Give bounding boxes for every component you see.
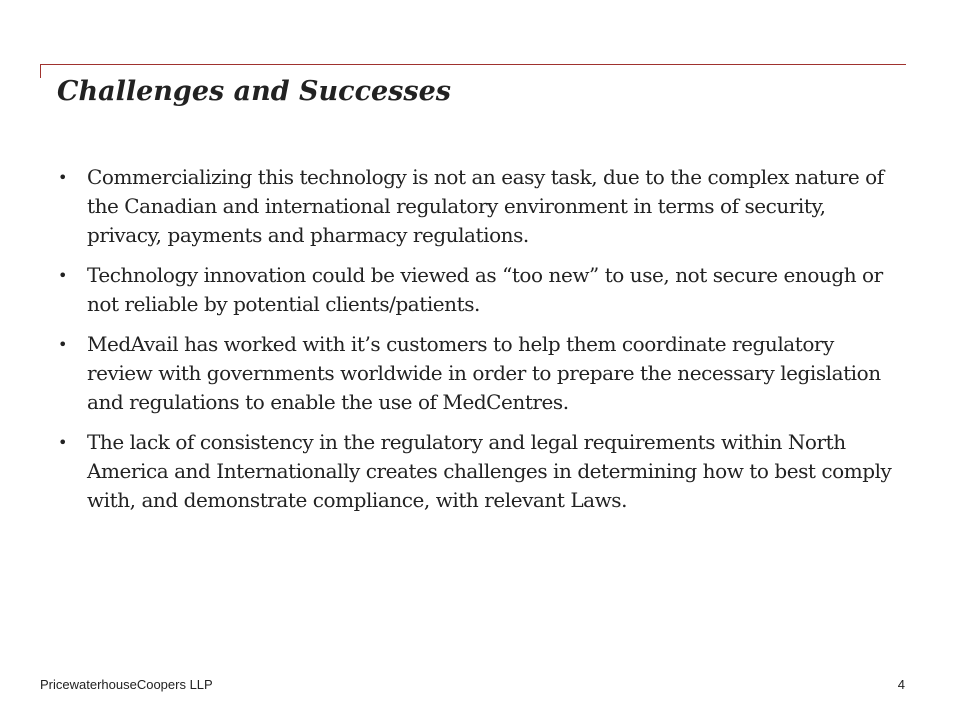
bullet-text: MedAvail has worked with it’s customers to help them coordinate regulatory review with governments worldwide in order to prepare the necessary legislation and regulations to enable the use of MedCentres. bbox=[87, 332, 881, 414]
bullet-item bbox=[57, 261, 897, 319]
bullet-list bbox=[57, 163, 897, 526]
footer-company-name: PricewaterhouseCoopers LLP bbox=[40, 677, 213, 692]
bullet-dot-icon: • bbox=[58, 266, 67, 285]
slide-title: Challenges and Successes bbox=[57, 76, 451, 107]
page-number: 4 bbox=[897, 677, 905, 692]
bullet-item bbox=[57, 428, 897, 515]
title-frame-left-rule bbox=[40, 64, 41, 78]
bullet-text: Commercializing this technology is not an easy task, due to the complex nature of the Canadian and international regulatory environment in terms of security, privacy, payments and pharmacy regulations. bbox=[87, 165, 884, 247]
bullet-dot-icon: • bbox=[58, 168, 67, 187]
title-frame-top-rule bbox=[40, 64, 906, 65]
bullet-dot-icon: • bbox=[58, 335, 67, 354]
bullet-item bbox=[57, 330, 897, 417]
bullet-text: The lack of consistency in the regulatory and legal requirements within North America and Internationally creates challenges in determining how to best comply with, and demonstrate compliance, with relevant Laws. bbox=[87, 430, 892, 512]
bullet-text: Technology innovation could be viewed as “too new” to use, not secure enough or not reliable by potential clients/patients. bbox=[87, 263, 883, 316]
bullet-dot-icon: • bbox=[58, 433, 67, 452]
bullet-item bbox=[57, 163, 897, 250]
